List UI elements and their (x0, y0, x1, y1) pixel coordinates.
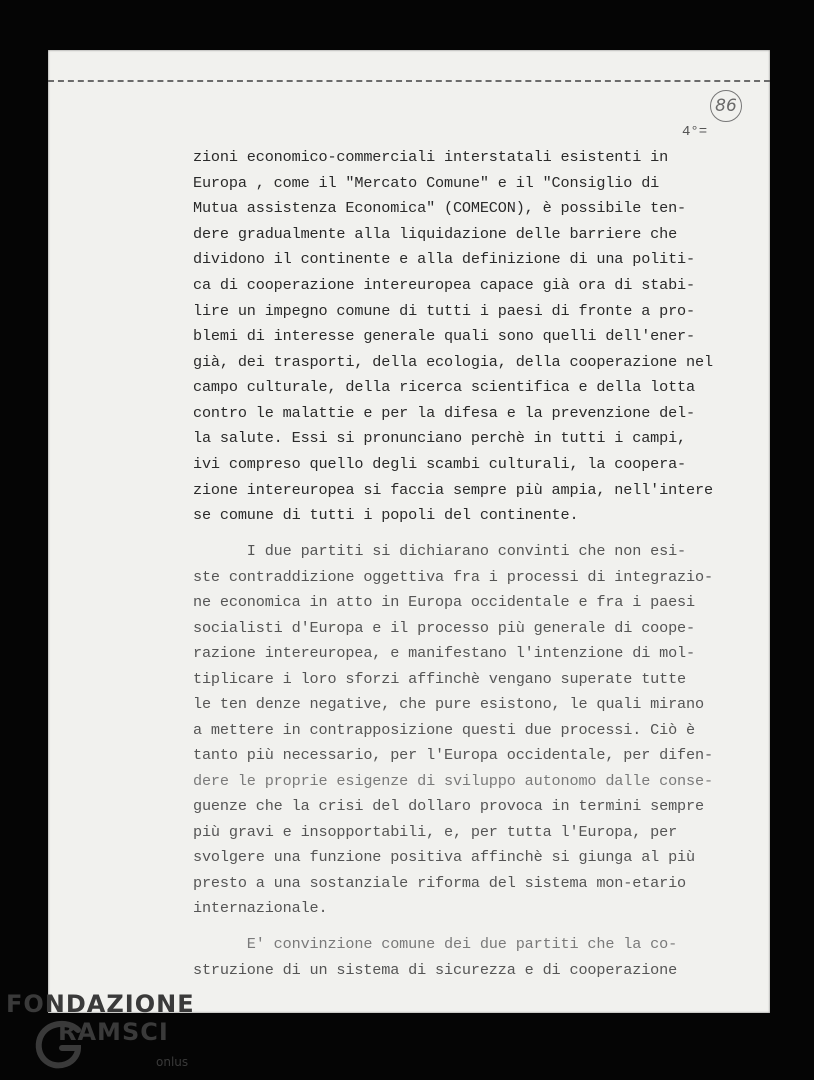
text-line: ste contraddizione oggettiva fra i processi di integrazio- (193, 568, 713, 586)
text-line: internazionale. (193, 899, 328, 917)
text-line: ne economica in atto in Europa occidentale e fra i paesi (193, 593, 695, 611)
text-line: la salute. Essi si pronunciano perchè in tutti i campi, (193, 429, 687, 447)
text-line: svolgere una funzione positiva affinchè si giunga al più (193, 848, 695, 866)
fondazione-gramsci-logo (6, 990, 226, 1075)
text-line: zione intereuropea si faccia sempre più ampia, nell'intere (193, 481, 713, 499)
text-line: I due partiti si dichiarano convinti che non esi- (193, 542, 687, 560)
text-line: Europa , come il "Mercato Comune" e il "Consiglio di (193, 174, 660, 192)
text-line: presto a una sostanziale riforma del sistema mon-etario (193, 874, 687, 892)
text-line: struzione di un sistema di sicurezza e di cooperazione (193, 961, 678, 979)
text-line: se comune di tutti i popoli del continente. (193, 506, 579, 524)
text-line: zioni economico-commerciali interstatali esistenti in (193, 148, 669, 166)
text-line: già, dei trasporti, della ecologia, della cooperazione nel (193, 353, 713, 371)
text-line: a mettere in contrapposizione questi due processi. Ciò è (193, 721, 695, 739)
text-line: le ten denze negative, che pure esistono, le quali mirano (193, 695, 704, 713)
text-line: Mutua assistenza Economica" (COMECON), è possibile ten- (193, 199, 687, 217)
archive-stamp: 86 (710, 90, 742, 122)
logo-line-3: onlus (156, 1055, 189, 1069)
text-line: tanto più necessario, per l'Europa occidentale, per difen- (193, 746, 713, 764)
document-page (48, 50, 770, 1013)
text-line: dividono il continente e alla definizione di una politi- (193, 250, 695, 268)
page-number: 4°= (682, 124, 708, 140)
text-line: ca di cooperazione intereuropea capace già ora di stabi- (193, 276, 695, 294)
text-line: campo culturale, della ricerca scientifica e della lotta (193, 378, 695, 396)
logo-line-2: RAMSCI (58, 1018, 169, 1046)
dashed-top-rule (48, 80, 770, 82)
g-swoosh-icon (34, 1016, 88, 1072)
text-line: blemi di interesse generale quali sono quelli dell'ener- (193, 327, 695, 345)
text-line: più gravi e insopportabili, e, per tutta l'Europa, per (193, 823, 678, 841)
text-line: socialisti d'Europa e il processo più generale di coope- (193, 619, 695, 637)
text-line: guenze che la crisi del dollaro provoca in termini sempre (193, 797, 704, 815)
text-line: E' convinzione comune dei due partiti che la co- (193, 935, 678, 953)
text-line: contro le malattie e per la difesa e la prevenzione del- (193, 404, 695, 422)
text-line: lire un impegno comune di tutti i paesi di fronte a pro- (193, 302, 695, 320)
text-line: dere gradualmente alla liquidazione delle barriere che (193, 225, 678, 243)
text-line: dere le proprie esigenze di sviluppo autonomo dalle conse- (193, 772, 713, 790)
text-line: tiplicare i loro sforzi affinchè vengano superate tutte (193, 670, 687, 688)
text-line: ivi compreso quello degli scambi culturali, la coopera- (193, 455, 687, 473)
logo-line-1: FONDAZIONE (6, 990, 195, 1018)
text-line: razione intereuropea, e manifestano l'intenzione di mol- (193, 644, 695, 662)
